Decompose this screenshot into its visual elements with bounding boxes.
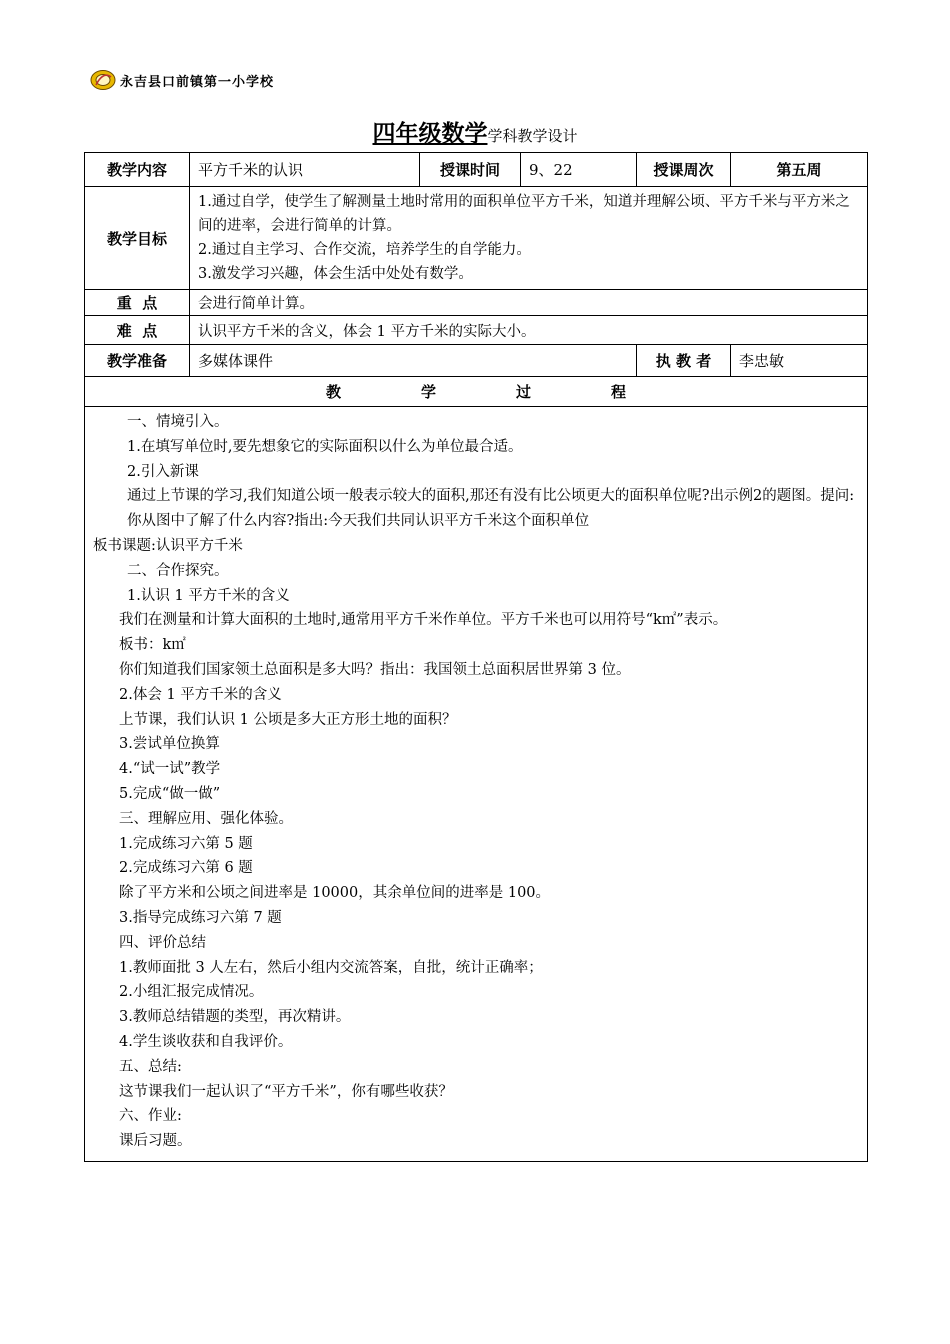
process-line: 1.在填写单位时,要先想象它的实际面积以什么为单位最合适。 bbox=[127, 438, 523, 455]
prep-value: 多媒体课件 bbox=[190, 345, 637, 377]
process-line: 1.教师面批 3 人左右，然后小组内交流答案，自批，统计正确率； bbox=[119, 959, 543, 976]
process-line: 5.完成“做一做” bbox=[119, 785, 221, 802]
difficulty-value: 认识平方千米的含义，体会 1 平方千米的实际大小。 bbox=[190, 316, 868, 345]
key-value: 会进行简单计算。 bbox=[190, 290, 868, 316]
objectives-list bbox=[190, 187, 868, 290]
title-main: 四年级数学 bbox=[372, 120, 488, 147]
title-sub: 学科教学设计 bbox=[487, 127, 578, 145]
process-heading: 教 学 过 程 bbox=[85, 377, 868, 407]
row-process-body bbox=[85, 407, 868, 1162]
key-label: 重 点 bbox=[85, 290, 190, 316]
process-line: 四、评价总结 bbox=[119, 934, 206, 951]
process-line: 3.指导完成练习六第 7 题 bbox=[119, 909, 282, 926]
process-line: 3.尝试单位换算 bbox=[119, 736, 220, 753]
process-body bbox=[85, 407, 868, 1162]
content-label: 教学内容 bbox=[85, 153, 190, 187]
process-line: 我们在测量和计算大面积的土地时,通常用平方千米作单位。平方千米也可以用符号“k㎡”表示。 bbox=[119, 612, 728, 629]
row-prep bbox=[85, 345, 868, 377]
school-logo-icon bbox=[90, 69, 116, 91]
process-line: 一、情境引入。 bbox=[127, 414, 229, 430]
process-line: 1.完成练习六第 5 题 bbox=[119, 835, 253, 852]
objectives-label: 教学目标 bbox=[85, 187, 190, 290]
teacher-label: 执 教 者 bbox=[637, 345, 731, 377]
process-line: 你们知道我们国家领土总面积是多大吗？指出：我国领土总面积居世界第 3 位。 bbox=[119, 661, 631, 678]
row-content bbox=[85, 153, 868, 187]
objective-item: 2.通过自主学习、合作交流，培养学生的自学能力。 bbox=[198, 242, 531, 258]
process-line: 二、合作探究。 bbox=[127, 562, 229, 579]
process-line: 2.引入新课 bbox=[127, 463, 199, 480]
process-line: 4.学生谈收获和自我评价。 bbox=[119, 1033, 293, 1050]
process-line: 4.“试一试”教学 bbox=[119, 761, 221, 778]
process-line: 上节课，我们认识 1 公顷是多大正方形土地的面积？ bbox=[119, 711, 457, 728]
time-value: 9、22 bbox=[521, 153, 637, 187]
page-title bbox=[0, 115, 950, 148]
school-header bbox=[90, 66, 274, 94]
row-difficulty bbox=[85, 316, 868, 345]
row-objectives bbox=[85, 187, 868, 290]
process-line: 除了平方米和公顷之间进率是 10000，其余单位间的进率是 100。 bbox=[119, 885, 551, 902]
process-line: 1.认识 1 平方千米的含义 bbox=[127, 587, 290, 604]
lesson-plan-table bbox=[84, 152, 868, 1162]
row-process-heading bbox=[85, 377, 868, 407]
objective-item: 1.通过自学，使学生了解测量土地时常用的面积单位平方千米，知道并理解公顷、平方千米与平方米之间的进率，会进行简单的计算。 bbox=[198, 194, 850, 234]
difficulty-label: 难 点 bbox=[85, 316, 190, 345]
objective-item: 3.激发学习兴趣，体会生活中处处有数学。 bbox=[198, 266, 473, 282]
week-value: 第五周 bbox=[731, 153, 868, 187]
process-line: 2.体会 1 平方千米的含义 bbox=[119, 686, 282, 703]
process-line: 这节课我们一起认识了“平方千米”，你有哪些收获？ bbox=[119, 1083, 453, 1100]
prep-label: 教学准备 bbox=[85, 345, 190, 377]
process-line: 板书课题:认识平方千米 bbox=[93, 537, 243, 554]
process-line: 3.教师总结错题的类型，再次精讲。 bbox=[119, 1009, 351, 1026]
content-value: 平方千米的认识 bbox=[190, 153, 420, 187]
process-line: 通过上节课的学习,我们知道公顷一般表示较大的面积,那还有没有比公顷更大的面积单位呢?出示例2的题图。提问:你从图中了解了什么内容?指出:今天我们共同认识平方千米这个面积单位 bbox=[127, 488, 855, 530]
week-label: 授课周次 bbox=[637, 153, 731, 187]
school-name: 永吉县口前镇第一小学校 bbox=[120, 74, 275, 90]
teacher-value: 李忠敏 bbox=[731, 345, 868, 377]
process-line: 2.小组汇报完成情况。 bbox=[119, 984, 264, 1001]
process-line: 板书：k㎡ bbox=[119, 637, 186, 654]
process-line: 课后习题。 bbox=[119, 1133, 192, 1150]
row-key-point bbox=[85, 290, 868, 316]
process-line: 2.完成练习六第 6 题 bbox=[119, 860, 253, 877]
process-line: 三、理解应用、强化体验。 bbox=[119, 810, 293, 827]
process-line: 六、作业: bbox=[119, 1108, 182, 1125]
time-label: 授课时间 bbox=[420, 153, 521, 187]
process-line: 五、总结: bbox=[119, 1058, 182, 1075]
